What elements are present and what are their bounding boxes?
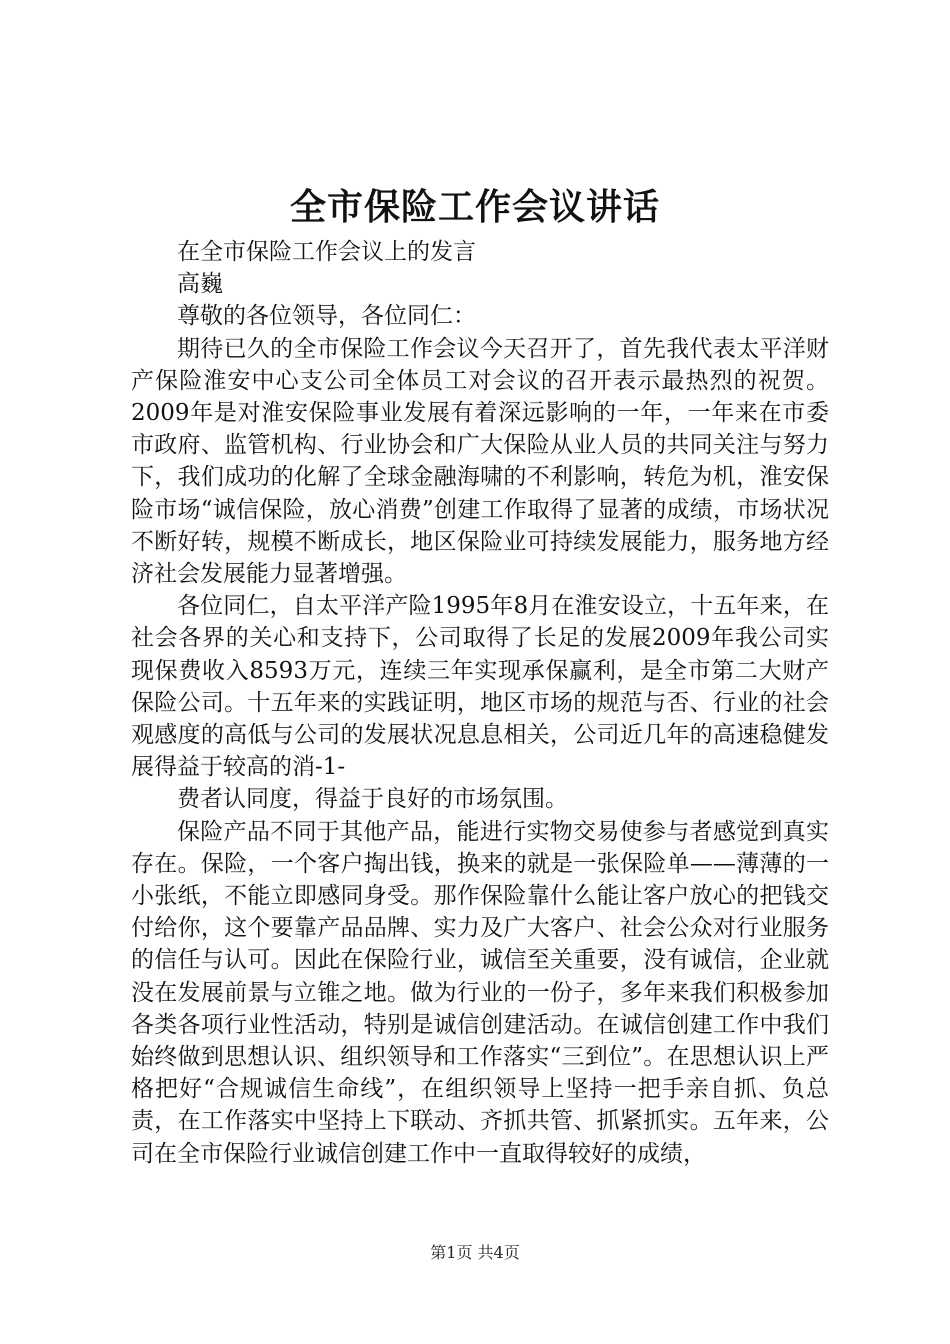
speaker-name: 高巍: [177, 271, 223, 298]
page-number-footer: 第1页 共4页: [430, 1243, 520, 1262]
document-title: 全市保险工作会议讲话: [289, 187, 660, 228]
document-body: [131, 236, 829, 1170]
speech-subtitle: 在全市保险工作会议上的发言: [177, 239, 476, 265]
body-paragraph: 保险产品不同于其他产品，能进行实物交易使参与者感觉到真实存在。保险，一个客户掏出钱，换来的就是一张保险单——薄薄的一小张纸，不能立即感同身受。那作保险靠什么能让客户放心的把钱交付给你，这个要靠产品品牌、实力及广大客户、社会公众对行业服务的信任与认可。因此在保险行业，诚信至关重要，没有诚信，企业就没在发展前景与立锥之地。做为行业的一份子，多年来我们积极参加各类各项行业性活动，特别是诚信创建活动。在诚信创建工作中我们始终做到思想认识、组织领导和工作落实“三到位”。在思想认识上严格把好“合规诚信生命线”，在组织领导上坚持一把手亲自抓、负总责，在工作落实中坚持上下联动、齐抓共管、抓紧抓实。五年来，公司在全市保险行业诚信创建工作中一直取得较好的成绩，: [131, 818, 829, 1167]
body-paragraph: 期待已久的全市保险工作会议今天召开了，首先我代表太平洋财产保险淮安中心支公司全体员工对会议的召开表示最热烈的祝贺。2009年是对淮安保险事业发展有着深远影响的一年，一年来在市委市政府、监管机构、行业协会和广大保险从业人员的共同关注与努力下，我们成功的化解了全球金融海啸的不利影响，转危为机，淮安保险市场“诚信保险，放心消费”创建工作取得了显著的成绩，市场状况不断好转，规模不断成长，地区保险业可持续发展能力，服务地方经济社会发展能力显著增强。: [131, 335, 829, 588]
salutation: 尊敬的各位领导，各位同仁：: [177, 303, 476, 330]
body-paragraph: 费者认同度，得益于良好的市场氛围。: [177, 786, 568, 813]
body-paragraph: 各位同仁，自太平洋产险1995年8月在淮安设立，十五年来，在社会各界的关心和支持下，公司取得了长足的发展2009年我公司实现保费收入8593万元，连续三年实现承保赢利，是全市第二大财产保险公司。十五年来的实践证明，地区市场的规范与否、行业的社会观感度的高低与公司的发展状况息息相关，公司近几年的高速稳健发展得益于较高的消-1-: [131, 593, 829, 781]
